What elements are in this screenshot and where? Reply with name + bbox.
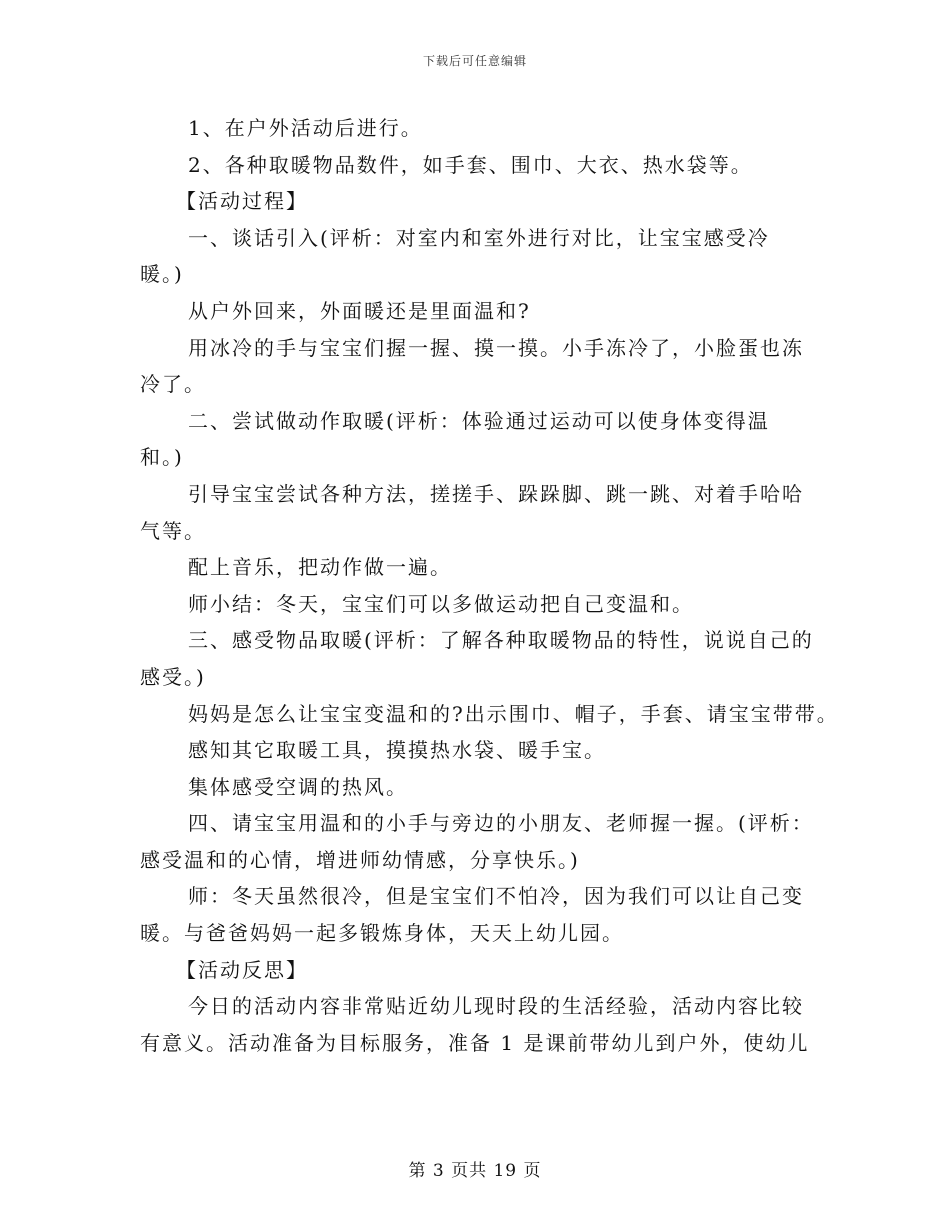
paragraph: 一、谈话引入(评析：对室内和室外进行对比，让宝宝感受冷 (188, 225, 770, 250)
document-body (140, 110, 840, 1061)
paragraph: 配上音乐，把动作做一遍。 (188, 555, 452, 580)
paragraph-continuation: 感受温和的心情，增进师幼情感，分享快乐。) (140, 847, 580, 872)
paragraph: 集体感受空调的热风。 (188, 774, 408, 799)
paragraph: 1、在户外活动后进行。 (188, 116, 423, 140)
paragraph-continuation: 有意义。活动准备为目标服务，准备 1 是课前带幼儿到户外，使幼儿 (140, 1030, 810, 1055)
paragraph: 二、尝试做动作取暖(评析：体验通过运动可以使身体变得温 (188, 408, 770, 433)
paragraph: 2、各种取暖物品数件，如手套、围巾、大衣、热水袋等。 (188, 152, 753, 177)
page-header: 下载后可任意编辑 (422, 54, 527, 68)
paragraph: 感知其它取暖工具，摸摸热水袋、暖手宝。 (188, 738, 606, 763)
paragraph: 今日的活动内容非常贴近幼儿现时段的生活经验，活动内容比较 (188, 994, 804, 1019)
paragraph: 师：冬天虽然很冷，但是宝宝们不怕冷，因为我们可以让自己变 (188, 884, 804, 909)
paragraph: 用冰冷的手与宝宝们握一握、摸一摸。小手冻冷了，小脸蛋也冻 (188, 335, 804, 360)
paragraph: 妈妈是怎么让宝宝变温和的?出示围巾、帽子，手套、请宝宝带带。 (188, 701, 839, 726)
paragraph-continuation: 暖。) (140, 262, 184, 287)
paragraph-continuation: 感受。) (140, 664, 206, 689)
paragraph-continuation: 和。) (140, 445, 184, 470)
page-footer: 第 3 页共 19 页 (408, 1161, 542, 1181)
paragraph-continuation: 气等。 (140, 518, 206, 543)
paragraph: 四、请宝宝用温和的小手与旁边的小朋友、老师握一握。(评析： (188, 811, 814, 836)
paragraph: 三、感受物品取暖(评析：了解各种取暖物品的特性，说说自己的 (188, 628, 814, 653)
paragraph-continuation: 冷了。 (140, 372, 206, 397)
paragraph-continuation: 暖。与爸爸妈妈一起多锻炼身体，天天上幼儿园。 (140, 921, 624, 946)
section-heading: 【活动过程】 (176, 189, 308, 214)
section-heading: 【活动反思】 (176, 957, 308, 982)
paragraph: 从户外回来，外面暖还是里面温和? (188, 298, 531, 323)
paragraph: 师小结：冬天，宝宝们可以多做运动把自己变温和。 (188, 591, 694, 616)
paragraph: 引导宝宝尝试各种方法，搓搓手、跺跺脚、跳一跳、对着手哈哈 (188, 481, 804, 506)
